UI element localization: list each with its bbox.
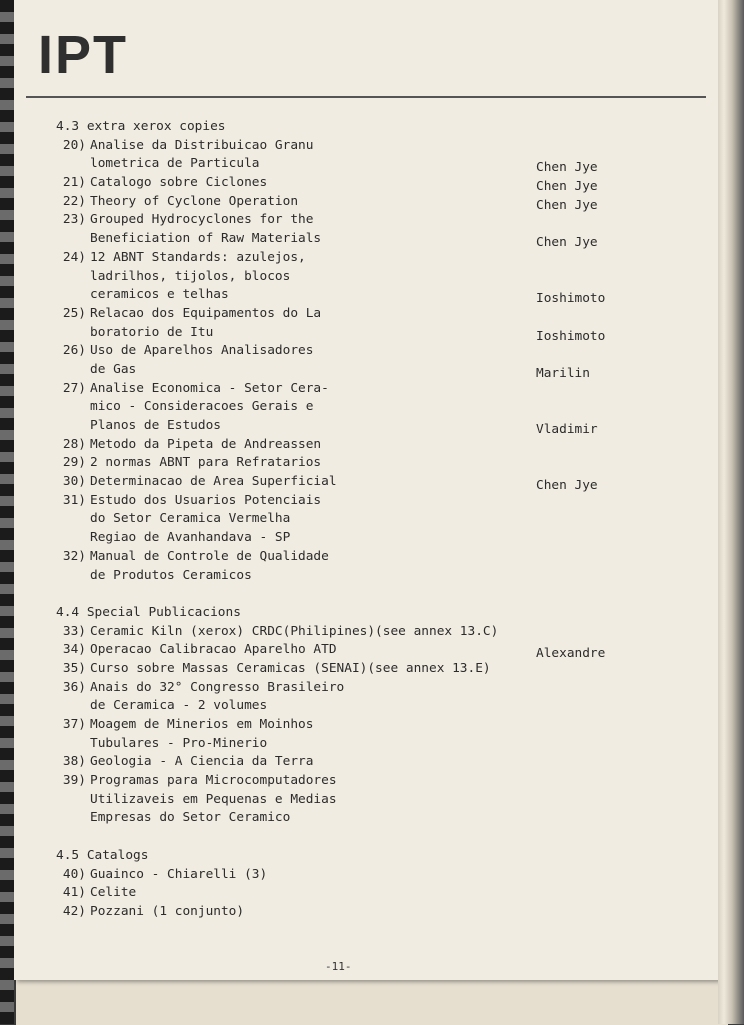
item-number: 41) <box>62 885 86 901</box>
item-text: Determinacao de Area Superficial <box>90 474 337 490</box>
item-number: 25) <box>62 305 86 321</box>
item-text: lometrica de Particula <box>90 156 260 172</box>
section-title <box>50 118 630 137</box>
list-item-line <box>50 884 630 903</box>
item-text: mico - Consideracoes Gerais e <box>90 399 314 415</box>
item-text: de Gas <box>90 361 137 377</box>
item-text: Operacao Calibracao Aparelho ATD <box>90 642 337 658</box>
list-item-line <box>50 492 630 511</box>
item-author: Ioshimoto <box>536 328 606 344</box>
item-text: Empresas do Setor Ceramico <box>90 810 291 826</box>
item-text: Estudo dos Usuarios Potenciais <box>90 492 322 508</box>
list-item-line <box>50 380 630 399</box>
item-text: Metodo da Pipeta de Andreassen <box>90 436 322 452</box>
list-item-line <box>50 230 630 249</box>
item-text: Regiao de Avanhandava - SP <box>90 530 291 546</box>
item-text: Uso de Aparelhos Analisadores <box>90 343 314 359</box>
page-number: -11- <box>325 960 352 973</box>
item-number: 28) <box>62 436 86 452</box>
list-item-line <box>50 361 630 380</box>
item-number: 42) <box>62 903 86 919</box>
item-author: Chen Jye <box>536 179 598 195</box>
underlying-page <box>16 975 728 1025</box>
list-item-line <box>50 398 630 417</box>
item-text: Anais do 32° Congresso Brasileiro <box>90 679 345 695</box>
list-item-line <box>50 623 630 642</box>
item-text: Geologia - A Ciencia da Terra <box>90 754 314 770</box>
item-text: Grouped Hydrocyclones for the <box>90 212 314 228</box>
list-item-line <box>50 305 630 324</box>
list-item-line <box>50 137 630 156</box>
list-item-line <box>50 809 630 828</box>
list-item-line <box>50 268 630 287</box>
item-number: 30) <box>62 474 86 490</box>
item-text: Theory of Cyclone Operation <box>90 193 299 209</box>
item-text: 2 normas ABNT para Refratarios <box>90 455 322 471</box>
item-text: Analise Economica - Setor Cera- <box>90 380 329 396</box>
item-author: Alexandre <box>536 646 606 662</box>
item-number: 36) <box>62 679 86 695</box>
item-number: 35) <box>62 660 86 676</box>
item-text: Ceramic Kiln (xerox) CRDC(Philipines)(see annex 13.C) <box>90 623 499 639</box>
section-title <box>50 604 630 623</box>
list-item-line <box>50 529 630 548</box>
item-text: boratorio de Itu <box>90 324 214 340</box>
item-author: Chen Jye <box>536 197 598 213</box>
list-item-line <box>50 454 630 473</box>
item-text: Guainco - Chiarelli (3) <box>90 866 268 882</box>
list-item-line <box>50 155 630 174</box>
item-number: 27) <box>62 380 86 396</box>
item-number: 38) <box>62 754 86 770</box>
item-number: 32) <box>62 548 86 564</box>
item-author: Chen Jye <box>536 478 598 494</box>
list-item-line <box>50 791 630 810</box>
section-title <box>50 847 630 866</box>
item-text: de Produtos Ceramicos <box>90 567 252 583</box>
document-list <box>50 118 630 922</box>
item-number: 33) <box>62 623 86 639</box>
item-number: 21) <box>62 175 86 191</box>
section-title-text: 4.3 extra xerox copies <box>56 119 226 134</box>
item-text: de Ceramica - 2 volumes <box>90 698 268 714</box>
item-text: Moagem de Minerios em Moinhos <box>90 717 314 732</box>
item-number: 39) <box>62 773 86 789</box>
item-number: 40) <box>62 866 86 882</box>
item-number: 23) <box>62 212 86 228</box>
list-item-line <box>50 735 630 754</box>
item-text: Curso sobre Massas Ceramicas (SENAI)(see annex 13.E) <box>90 660 491 676</box>
list-item-line <box>50 249 630 268</box>
list-item-line <box>50 641 630 660</box>
item-text: Relacao dos Equipamentos do La <box>90 305 322 321</box>
item-text: 12 ABNT Standards: azulejos, <box>90 249 306 265</box>
section-title-text: 4.5 Catalogs <box>56 847 149 863</box>
item-author: Chen Jye <box>536 160 598 176</box>
item-author: Vladimir <box>536 422 598 437</box>
list-item-line <box>50 753 630 772</box>
item-text: do Setor Ceramica Vermelha <box>90 511 291 527</box>
list-item-line <box>50 548 630 567</box>
item-number: 26) <box>62 343 86 359</box>
item-text: Beneficiation of Raw Materials <box>90 231 322 247</box>
list-item-line <box>50 772 630 791</box>
section-gap <box>50 828 630 847</box>
list-item-line <box>50 473 630 492</box>
item-text: ladrilhos, tijolos, blocos <box>90 268 291 284</box>
section-title-text: 4.4 Special Publicacions <box>56 604 241 620</box>
header-rule <box>26 96 706 98</box>
item-text: ceramicos e telhas <box>90 287 229 303</box>
list-item-line <box>50 211 630 230</box>
list-item-line <box>50 903 630 922</box>
item-text: Catalogo sobre Ciclones <box>90 175 268 191</box>
section-gap <box>50 585 630 604</box>
list-item-line <box>50 286 630 305</box>
item-number: 20) <box>62 137 86 153</box>
item-number: 34) <box>62 642 86 658</box>
item-text: Manual de Controle de Qualidade <box>90 548 329 564</box>
list-item-line <box>50 342 630 361</box>
item-text: Planos de Estudos <box>90 418 221 433</box>
list-item-line <box>50 510 630 529</box>
list-item-line <box>50 174 630 193</box>
binding-spine <box>0 0 14 1024</box>
item-text: Tubulares - Pro-Minerio <box>90 735 268 751</box>
ipt-logo: IPT <box>38 25 129 85</box>
item-number: 22) <box>62 193 86 209</box>
page-edge-shadow <box>718 0 744 1024</box>
item-text: Analise da Distribuicao Granu <box>90 137 314 153</box>
list-item-line <box>50 716 630 735</box>
item-number: 37) <box>62 717 86 732</box>
list-item-line <box>50 417 630 436</box>
item-text: Programas para Microcomputadores <box>90 773 337 789</box>
item-author: Ioshimoto <box>536 291 606 307</box>
list-item-line <box>50 324 630 343</box>
item-number: 29) <box>62 455 86 471</box>
list-item-line <box>50 866 630 885</box>
item-author: Chen Jye <box>536 235 598 251</box>
list-item-line <box>50 679 630 698</box>
list-item-line <box>50 436 630 455</box>
item-number: 31) <box>62 492 86 508</box>
list-item-line <box>50 193 630 212</box>
list-item-line <box>50 567 630 586</box>
item-text: Pozzani (1 conjunto) <box>90 903 245 919</box>
item-author: Marilin <box>536 365 590 381</box>
item-text: Utilizaveis em Pequenas e Medias <box>90 791 337 807</box>
item-text: Celite <box>90 885 137 901</box>
list-item-line <box>50 697 630 716</box>
list-item-line <box>50 660 630 679</box>
item-number: 24) <box>62 249 86 265</box>
